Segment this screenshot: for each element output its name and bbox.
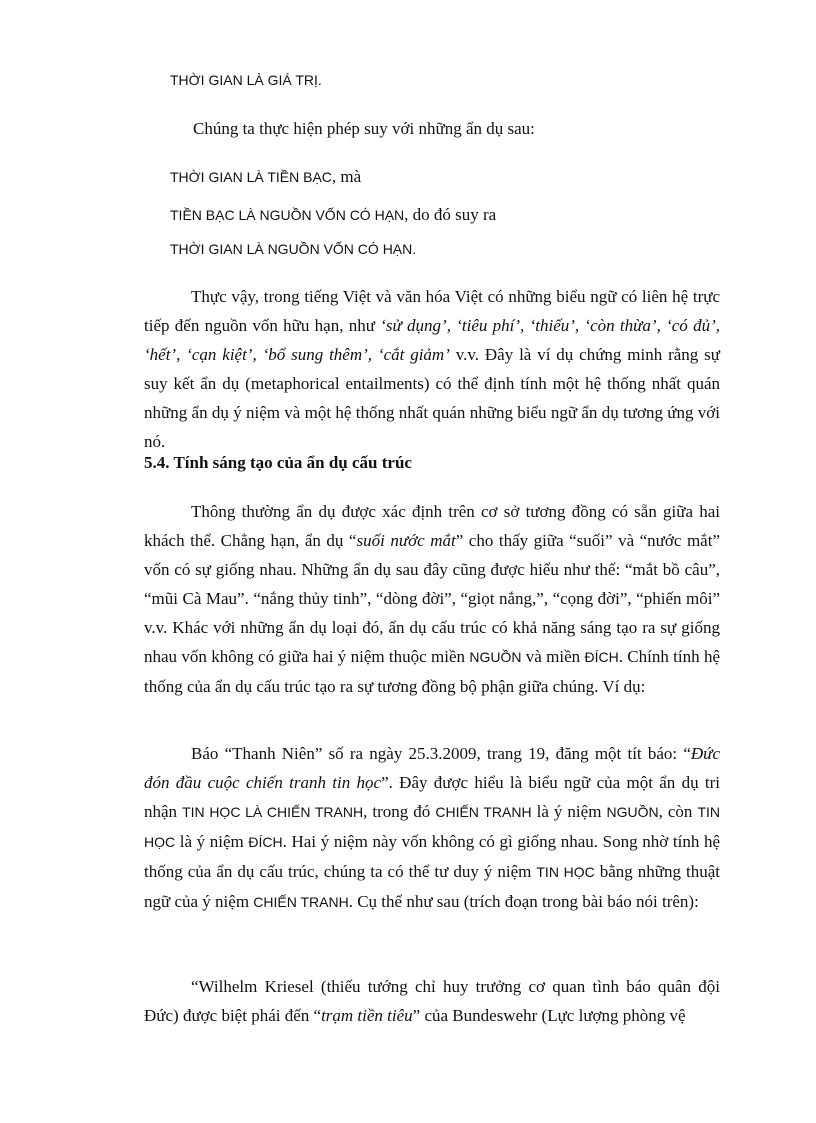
concept-text: THỜI GIAN LÀ TIỀN BẠC [170, 169, 332, 185]
line-thoi-gian-nguon-von: THỜI GIAN LÀ NGUỒN VỐN CÓ HẠN. [170, 241, 417, 257]
connector-text: , mà [331, 167, 362, 186]
text: bằng những thuật ngữ của ý niệm [144, 862, 720, 911]
connector-text: , do đó suy ra [404, 205, 497, 224]
text: . Hai ý niệm này vốn không có gì giống nhau. Song nhờ tính hệ thống của ẩn dụ cấu trúc, chúng ta có thể tư duy ý niệm [144, 832, 720, 881]
concept-text: TIN HỌC LÀ CHIẾN TRANH [182, 804, 364, 820]
concept-text: TIN HỌC [144, 804, 721, 850]
concept-text: CHIẾN TRANH [253, 894, 349, 910]
text: ” cho thấy giữa “suối” và “nước mắt” vốn có sự giống nhau. Những ẩn dụ sau đây cũng được hiểu như thế: “mắt bồ câu”, “mũi Cà Mau”. “nắng thủy tinh”, “dòng đời”, “giọt nắng,”, “cọng đời”, “phiến môi” v.v. Khác với những ẩn dụ loại đó, ẩn dụ cấu trúc có khả năng sáng tạo ra sự giống nhau vốn không có giữa hai ý niệm thuộc miền [144, 531, 720, 666]
concept-text: ĐÍCH [248, 834, 283, 850]
italic-text: trạm tiền tiêu [321, 1006, 413, 1025]
concept-text: CHIẾN TRANH [435, 804, 532, 820]
section-heading: 5.4. Tính sáng tạo của ẩn dụ cấu trúc [144, 453, 412, 472]
concept-text: NGUỒN [469, 649, 522, 665]
concept-text: TIN HỌC [536, 864, 595, 880]
text: và miền [521, 647, 585, 666]
text: , trong đó [363, 802, 436, 821]
line-thoi-gian-gia-tri: THỜI GIAN LÀ GIÁ TRỊ. [170, 72, 322, 88]
text: Thông thường ẩn dụ được xác định trên cơ sở tương đồng có sẵn giữa hai khách thể. Chẳng hạn, ẩn dụ “ [144, 502, 720, 550]
concept-text: NGUỒN [606, 804, 659, 820]
text: v.v. Đây là ví dụ chứng minh rằng sự suy kết ẩn dụ (metaphorical entailments) có thể định tính một hệ thống nhất quán những ẩn dụ ý niệm và một hệ thống nhất quán những biểu ngữ ẩn dụ tương ứng với nó. [144, 345, 720, 451]
text: , còn [658, 802, 698, 821]
line-thoi-gian-tien-bac [170, 167, 361, 187]
italic-text: Đức đón đầu cuộc chiến tranh tin học [144, 744, 720, 792]
line-phep-suy: Chúng ta thực hiện phép suy với những ẩn dụ sau: [193, 119, 535, 138]
text: Báo “Thanh Niên” số ra ngày 25.3.2009, trang 19, đăng một tít báo: “ [191, 744, 691, 763]
paragraph-bao-thanh-nien [144, 739, 720, 917]
paragraph-thong-thuong [144, 497, 720, 701]
concept-text: ĐÍCH [584, 649, 619, 665]
text: là ý niệm [175, 832, 249, 851]
text: ”. Đây được hiểu là biểu ngữ của một ẩn dụ tri nhận [144, 773, 720, 821]
text: “Wilhelm Kriesel (thiếu tướng chỉ huy trưởng cơ quan tình báo quân đội Đức) được biệt phái đến “ [144, 977, 720, 1025]
paragraph-thuc-vay [144, 282, 720, 456]
italic-text: ‘sử dụng’, ‘tiêu phí’, ‘thiếu’, ‘còn thừa’, ‘có đủ’, ‘hết’, ‘cạn kiệt’, ‘bổ sung thêm’, ‘cắt giảm’ [144, 316, 720, 364]
line-tien-bac-nguon-von [170, 205, 496, 225]
text: ” của Bundeswehr (Lực lượng phòng vệ [412, 1006, 686, 1025]
concept-text: TIỀN BẠC LÀ NGUỒN VỐN CÓ HẠN [170, 207, 405, 223]
text: . Chính tính hệ thống của ẩn dụ cấu trúc tạo ra sự tương đồng bộ phận giữa chúng. Ví dụ: [144, 647, 720, 696]
paragraph-wilhelm-kriesel [144, 972, 720, 1030]
italic-text: suối nước mắt [356, 531, 456, 550]
text: . Cụ thể như sau (trích đoạn trong bài báo nói trên): [348, 892, 699, 911]
text: là ý niệm [531, 802, 607, 821]
text: Thực vậy, trong tiếng Việt và văn hóa Việt có những biểu ngữ có liên hệ trực tiếp đến nguồn vốn hữu hạn, như [144, 287, 720, 335]
